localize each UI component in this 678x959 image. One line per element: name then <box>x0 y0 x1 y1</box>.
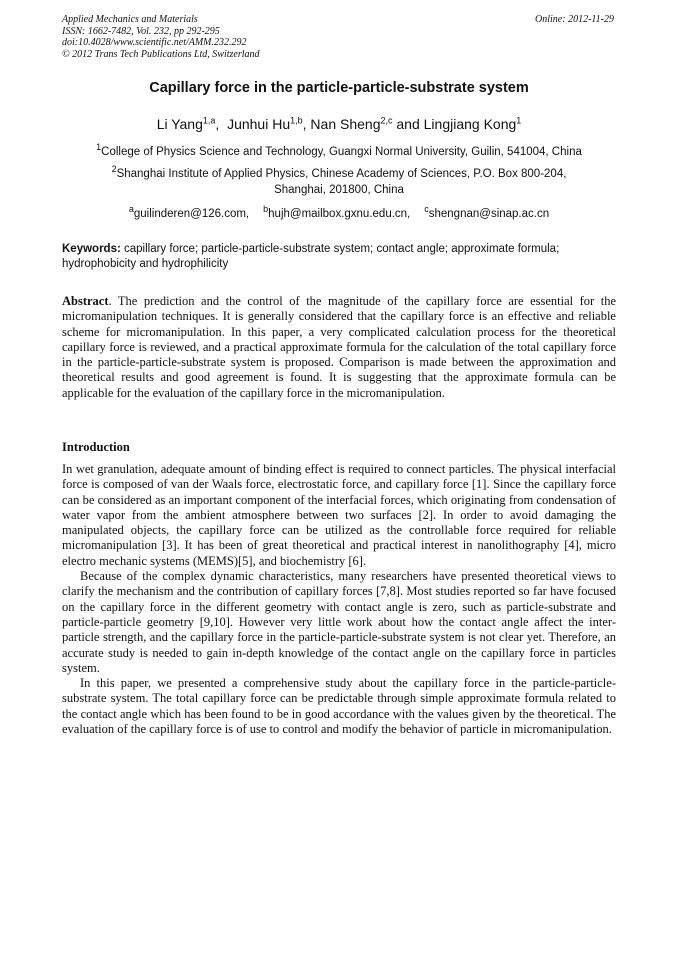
affiliation-marker: 2 <box>111 164 117 175</box>
author-name: Nan Sheng <box>310 116 381 132</box>
affiliation-text-line1: Shanghai Institute of Applied Physics, Chinese Academy of Sciences, P.O. Box 800-204, <box>116 168 567 180</box>
journal-name: Applied Mechanics and Materials <box>62 14 198 25</box>
paragraph: Because of the complex dynamic characteristics, many researchers have presented theoretical views to clarify the mechanism and the contribution of capillary forces [7,8]. Most studies reported so far have focused on the capillary force in the different geometry with contact angle is zero, such as particle-substrate and particle-particle geometry [9,10]. However very little work about how the contact angle affect the inter-particle strength, and the capillary force in the particle-particle-substrate system is not clear yet. Therefore, an accurate study is needed to gain in-depth knowledge of the contact angle on the capillary force in particles system. <box>62 569 616 675</box>
paper-title: Capillary force in the particle-particle-substrate system <box>149 80 529 96</box>
author-name: Junhui Hu <box>227 116 291 132</box>
journal-doi: doi:10.4028/www.scientific.net/AMM.232.292 <box>62 37 247 48</box>
author-separator: and <box>392 116 424 132</box>
section-heading-introduction: Introduction <box>62 440 130 454</box>
author-name: Lingjiang Kong <box>423 116 517 132</box>
keywords-text: capillary force; particle-particle-substrate system; contact angle; approximate formula; hydrophobicity and hydrophilicity <box>62 243 560 270</box>
author-affiliation-marker: 1,b <box>290 115 303 126</box>
author-affiliation-marker: 1 <box>516 115 522 126</box>
email-list <box>40 206 638 222</box>
affiliation-text: College of Physics Science and Technology, Guangxi Normal University, Guilin, 541004, China <box>101 146 582 158</box>
author-separator: , <box>215 116 228 132</box>
affiliation-text-line2: Shanghai, 201800, China <box>274 184 404 196</box>
journal-issn: ISSN: 1662-7482, Vol. 232, pp 292-295 <box>62 25 220 37</box>
keywords-label: Keywords: <box>62 243 121 255</box>
paragraph: In wet granulation, adequate amount of binding effect is required to connect particles. The physical interfacial force is composed of van der Waals force, electrostatic force, and capillary force [1]. Since the capillary force can be considered as an important component of the interfacial forces, which originating from condensation of water vapor from the ambient atmosphere between two surfaces [2]. In order to avoid damaging the manipulated objects, the capillary force can be utilized as the controllable force required for reliable micromanipulation [3]. It has been of great theoretical and practical interest in nanolithography [4], micro electro mechanic systems (MEMS)[5], and biochemistry [6]. <box>62 462 616 568</box>
journal-header <box>62 14 442 60</box>
email-address[interactable]: shengnan@sinap.ac.cn <box>428 208 550 220</box>
abstract-text: . The prediction and the control of the magnitude of the capillary force are essential for the micromanipulation techniques. It is generally considered that the capillary force is an effective and reliable scheme for micromanipulation. In this paper, a very complicated calculation process for the theoretical capillary force is reviewed, and a practical approximate formula for the calculation of the total capillary force in the particle-particle-substrate system is proposed. Comparison is made between the approximation and theoretical results and good agreement is found. It is suggesting that the approximate formula can be applicable for the evaluation of the capillary force in the micromanipulation. <box>62 294 616 400</box>
abstract-label: Abstract <box>62 294 109 308</box>
abstract-block <box>62 294 616 401</box>
journal-copyright: © 2012 Trans Tech Publications Ltd, Switzerland <box>62 48 260 60</box>
author-list <box>40 116 638 132</box>
email-marker: c <box>424 204 429 215</box>
author-name: Li Yang <box>156 116 203 132</box>
keywords-block <box>62 242 616 272</box>
email-marker: a <box>128 204 134 215</box>
introduction-body <box>62 462 616 737</box>
affiliation-2 <box>40 166 638 198</box>
online-date: Online: 2012-11-29 <box>535 14 614 25</box>
affiliation-marker: 1 <box>96 142 102 153</box>
email-address[interactable]: guilinderen@126.com, <box>133 208 250 220</box>
paragraph: In this paper, we presented a comprehensive study about the capillary force in the particle-particle-substrate system. The total capillary force can be predictable through simple approximate formula related to the contact angle which has been found to be in good accordance with the values given by the theoretical. The evaluation of the capillary force is of use to control and modify the behavior of particle in micromanipulation. <box>62 676 616 737</box>
author-affiliation-marker: 2,c <box>380 115 393 126</box>
email-address[interactable]: hujh@mailbox.gxnu.edu.cn, <box>268 208 411 220</box>
author-separator: , <box>302 116 311 132</box>
affiliation-1 <box>40 144 638 160</box>
email-marker: b <box>263 204 269 215</box>
author-affiliation-marker: 1,a <box>202 115 216 126</box>
